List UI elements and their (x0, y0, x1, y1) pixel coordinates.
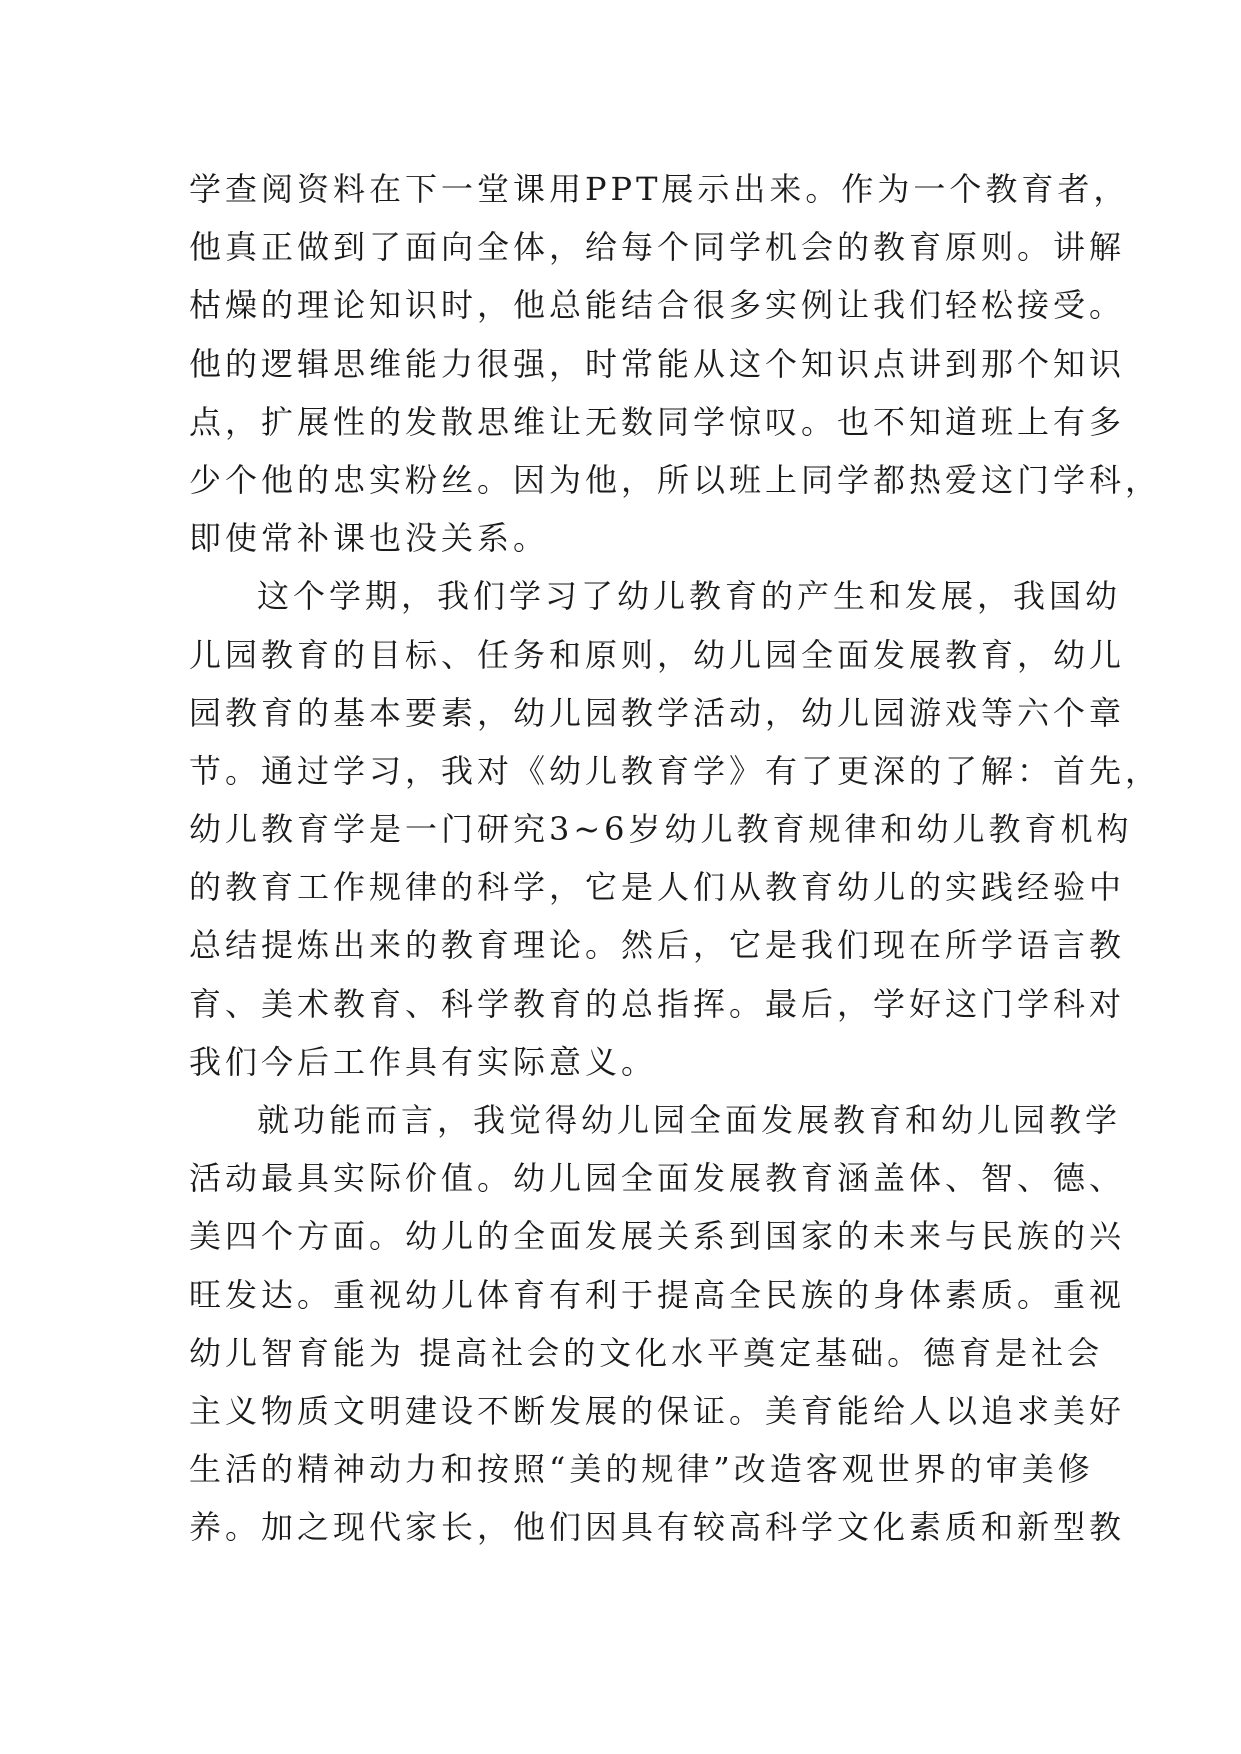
text-line: 枯燥的理论知识时，他总能结合很多实例让我们轻松接受。 (189, 286, 1126, 325)
text-line: 养。加之现代家长，他们因具有较高科学文化素质和新型教 (189, 1508, 1126, 1547)
text-line: 学查阅资料在下一堂课用PPT展示出来。作为一个教育者， (189, 170, 1130, 208)
text-line: 点，扩展性的发散思维让无数同学惊叹。也不知道班上有多 (189, 402, 1126, 441)
text-line: 节。通过学习，我对《幼儿教育学》有了更深的了解：首先， (189, 751, 1162, 790)
text-line: 就功能而言，我觉得幼儿园全面发展教育和幼儿园教学 (257, 1101, 1122, 1139)
text-line: 活动最具实际价值。幼儿园全面发展教育涵盖体、智、德、 (189, 1159, 1126, 1198)
text-line: 旺发达。重视幼儿体育有利于提高全民族的身体素质。重视 (189, 1275, 1126, 1314)
text-line: 他真正做到了面向全体，给每个同学机会的教育原则。讲解 (189, 228, 1126, 267)
text-line: 生活的精神动力和按照“美的规律”改造客观世界的审美修 (189, 1450, 1094, 1489)
text-line: 的教育工作规律的科学，它是人们从教育幼儿的实践经验中 (189, 868, 1126, 907)
text-line: 美四个方面。幼儿的全面发展关系到国家的未来与民族的兴 (189, 1217, 1126, 1256)
text-line: 幼儿教育学是一门研究3~6岁幼儿教育规律和幼儿教育机构 (189, 810, 1133, 849)
body-text (189, 160, 1162, 1557)
text-line: 总结提炼出来的教育理论。然后，它是我们现在所学语言教 (189, 926, 1126, 965)
text-line: 园教育的基本要素，幼儿园教学活动，幼儿园游戏等六个章 (189, 693, 1126, 732)
text-line: 即使常补课也没关系。 (189, 519, 550, 558)
text-line: 幼儿智育能为 提高社会的文化水平奠定基础。德育是社会 (189, 1333, 1104, 1372)
text-line: 少个他的忠实粉丝。因为他，所以班上同学都热爱这门学科， (189, 460, 1162, 499)
text-line: 儿园教育的目标、任务和原则，幼儿园全面发展教育，幼儿 (189, 635, 1126, 674)
text-line: 育、美术教育、科学教育的总指挥。最后，学好这门学科对 (189, 984, 1126, 1023)
text-line: 我们今后工作具有实际意义。 (189, 1042, 658, 1081)
text-line: 他的逻辑思维能力很强，时常能从这个知识点讲到那个知识 (189, 344, 1126, 383)
text-line: 这个学期，我们学习了幼儿教育的产生和发展，我国幼 (257, 577, 1122, 616)
text-line: 主义物质文明建设不断发展的保证。美育能给人以追求美好 (189, 1391, 1126, 1430)
